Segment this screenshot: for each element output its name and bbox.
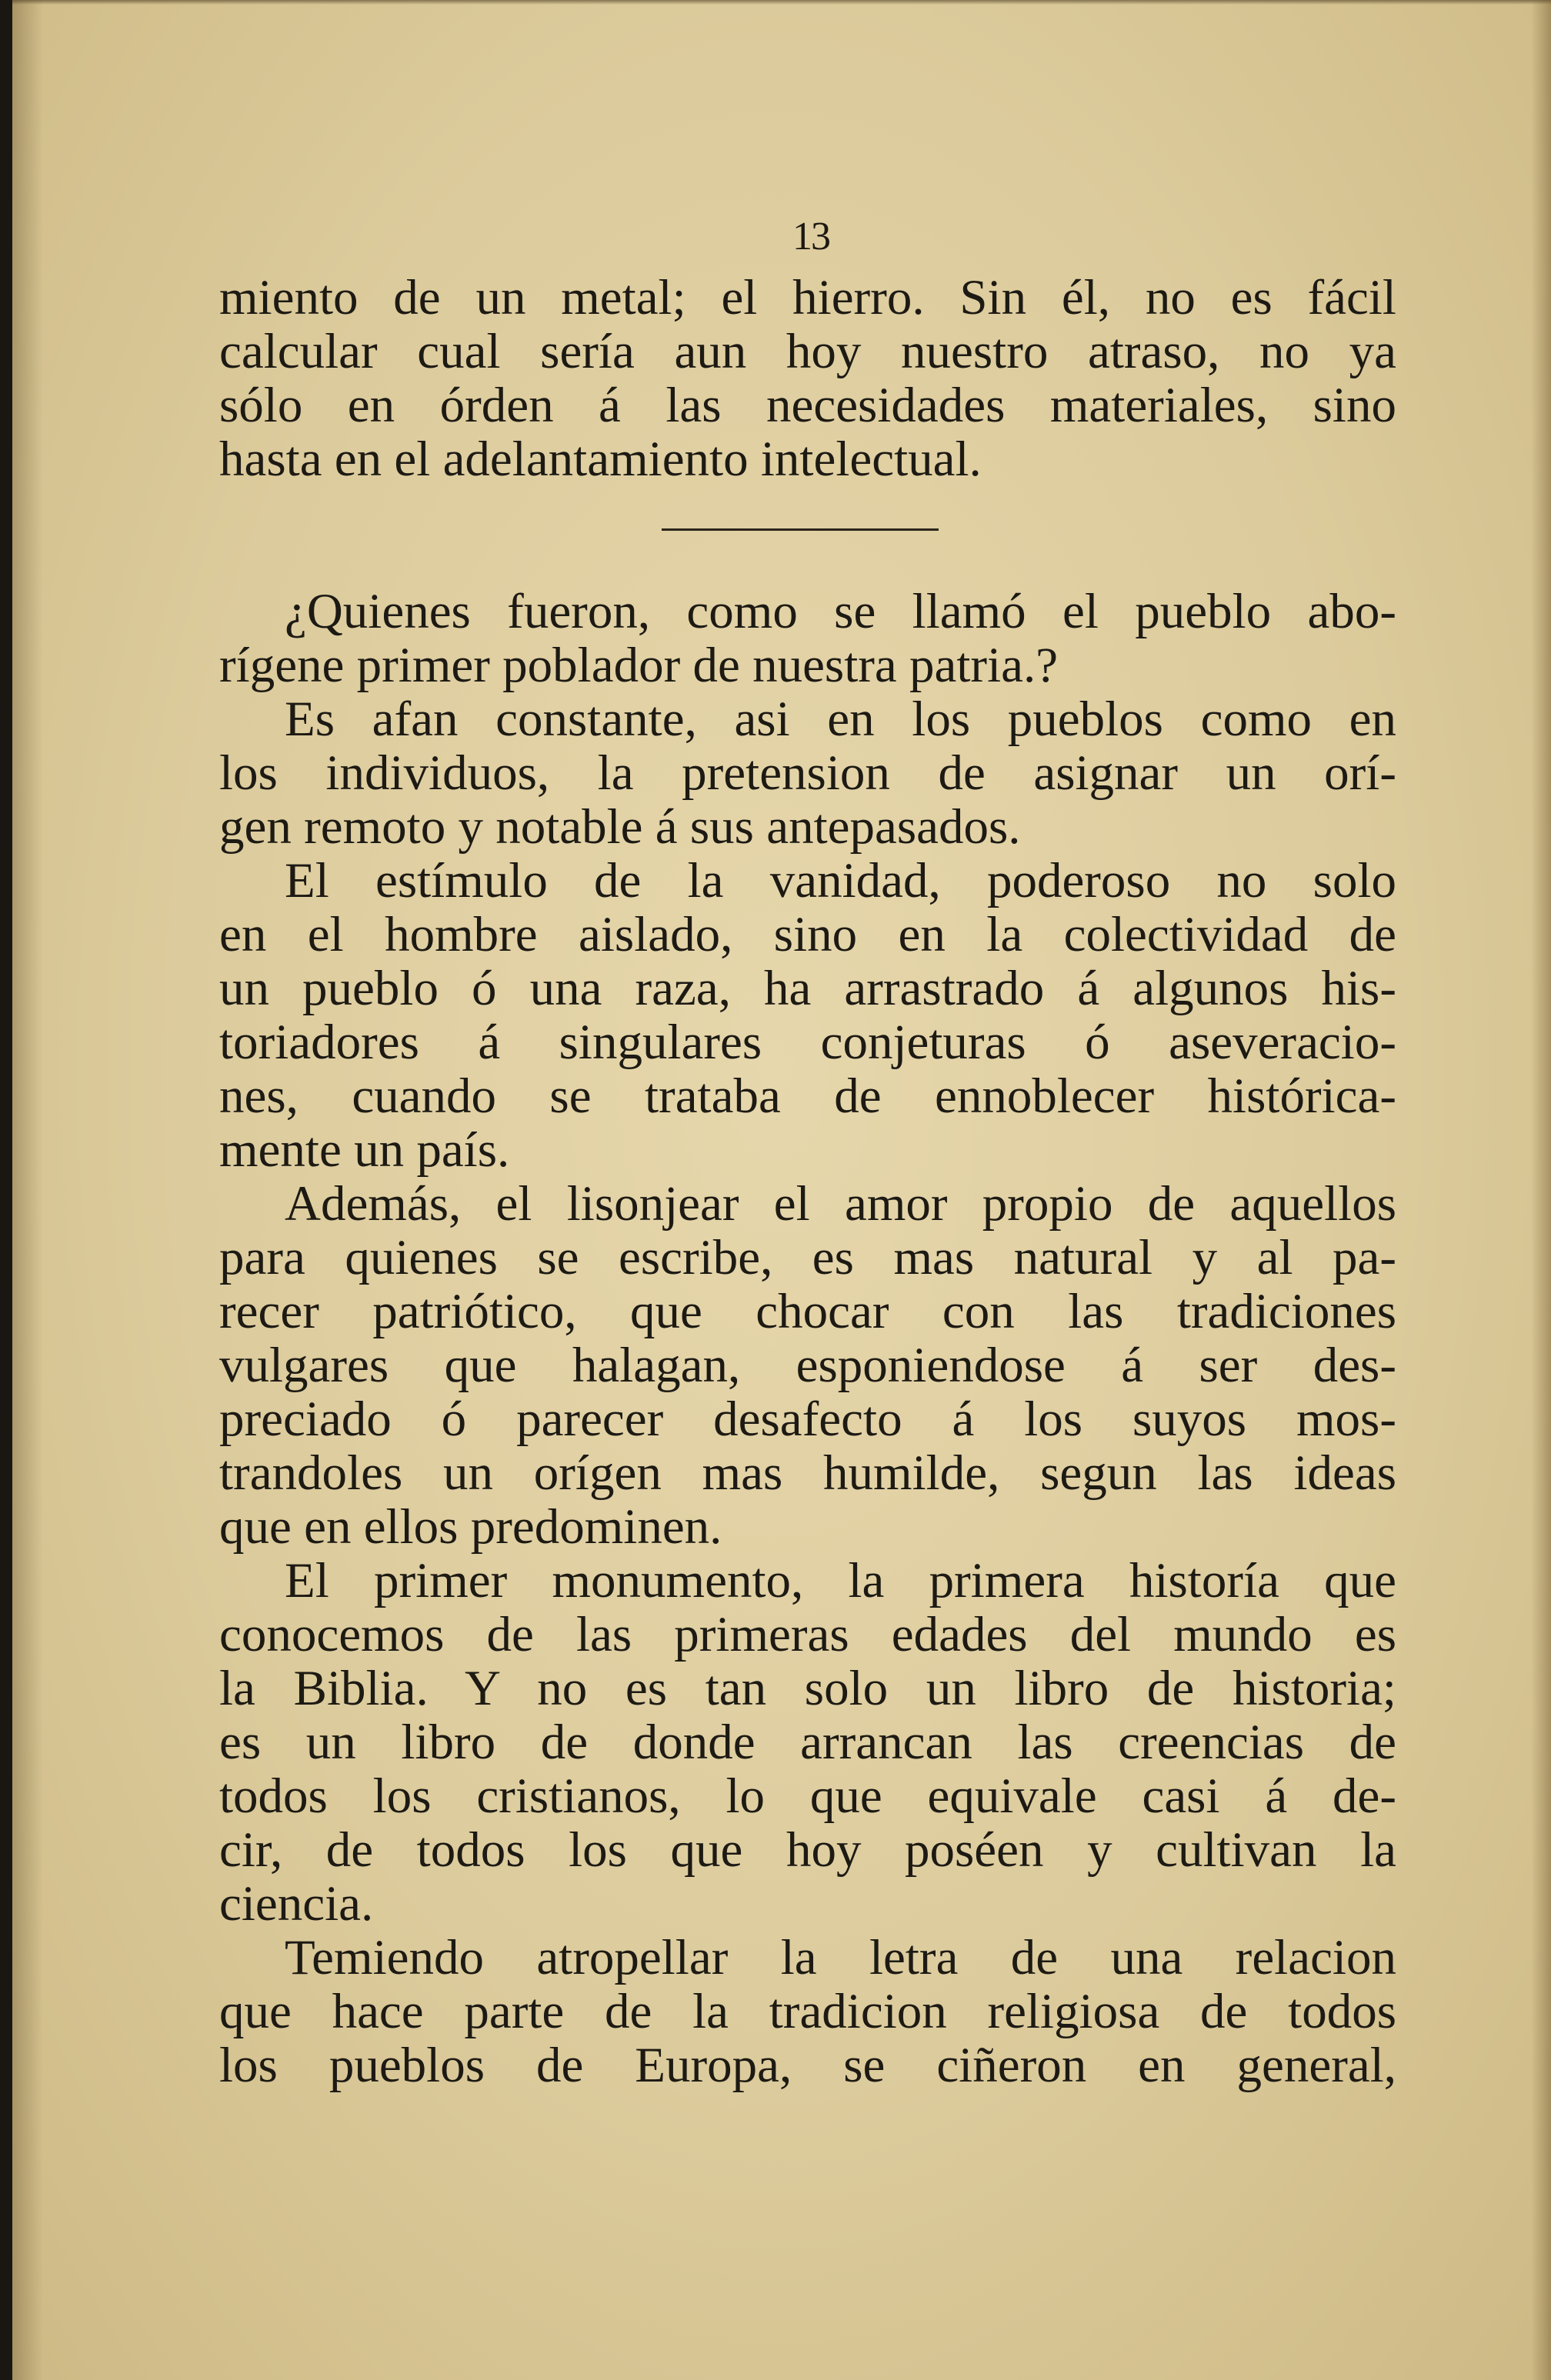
text-line: mente un país. <box>219 1122 510 1178</box>
paragraph <box>219 1554 1396 1931</box>
paragraph <box>219 585 1396 692</box>
section-divider <box>662 528 939 531</box>
text-line: un pueblo ó una raza, ha arrastrado á algunos his- <box>219 961 1396 1016</box>
paragraph <box>219 1931 1396 2092</box>
text-line: Temiendo atropellar la letra de una relacion <box>285 1930 1396 1985</box>
text-line: Además, el lisonjear el amor propio de aquellos <box>285 1176 1396 1232</box>
text-line: ciencia. <box>219 1876 374 1932</box>
text-line: sólo en órden á las necesidades materiales, sino <box>219 378 1396 433</box>
text-line: calcular cual sería aun hoy nuestro atraso, no ya <box>219 324 1396 379</box>
text-line: los individuos, la pretension de asignar un orí- <box>219 745 1396 801</box>
book-spine <box>0 0 12 2380</box>
text-line: todos los cristianos, lo que equivale casi á de- <box>219 1768 1396 1824</box>
paragraph <box>219 854 1396 1177</box>
text-line: los pueblos de Europa, se ciñeron en general, <box>219 2038 1396 2093</box>
text-line: preciado ó parecer desafecto á los suyos mos- <box>219 1392 1396 1447</box>
page-right-edge <box>1531 0 1551 2380</box>
paragraph <box>219 692 1396 854</box>
text-line: vulgares que halagan, esponiendose á ser des- <box>219 1338 1396 1393</box>
body-text <box>219 271 1396 2092</box>
text-line: en el hombre aislado, sino en la colectividad de <box>219 907 1396 962</box>
section-1 <box>219 271 1396 486</box>
text-line: Es afan constante, asi en los pueblos como en <box>285 692 1396 747</box>
spine-shadow <box>12 0 43 2380</box>
text-line: es un libro de donde arrancan las creencias de <box>219 1715 1396 1770</box>
text-line: toriadores á singulares conjeturas ó aseveracio- <box>219 1015 1396 1070</box>
text-line: conocemos de las primeras edades del mundo es <box>219 1607 1396 1662</box>
text-line: que hace parte de la tradicion religiosa de todos <box>219 1984 1396 2039</box>
page-top-edge <box>0 0 1551 5</box>
text-line: El primer monumento, la primera historía que <box>285 1553 1396 1608</box>
text-line: hasta en el adelantamiento intelectual. <box>219 432 982 487</box>
text-line: miento de un metal; el hierro. Sin él, no es fácil <box>219 270 1396 325</box>
text-line: para quienes se escribe, es mas natural y al pa- <box>219 1230 1396 1285</box>
text-line: gen remoto y notable á sus antepasados. <box>219 799 1021 855</box>
text-line: ¿Quienes fueron, como se llamó el pueblo abo- <box>285 584 1396 639</box>
text-line: nes, cuando se trataba de ennoblecer histórica- <box>219 1068 1396 1124</box>
paragraph <box>219 1177 1396 1554</box>
text-line: la Biblia. Y no es tan solo un libro de historia; <box>219 1661 1396 1716</box>
text-line: cir, de todos los que hoy poséen y cultivan la <box>219 1822 1396 1878</box>
text-line: rígene primer poblador de nuestra patria.? <box>219 638 1059 693</box>
text-line: El estímulo de la vanidad, poderoso no solo <box>285 853 1396 908</box>
text-line: trandoles un orígen mas humilde, segun las ideas <box>219 1445 1396 1501</box>
section-2 <box>219 585 1396 2092</box>
text-line: que en ellos predominen. <box>219 1499 722 1555</box>
text-line: recer patriótico, que chocar con las tradiciones <box>219 1284 1396 1339</box>
page-number: 13 <box>792 215 829 258</box>
